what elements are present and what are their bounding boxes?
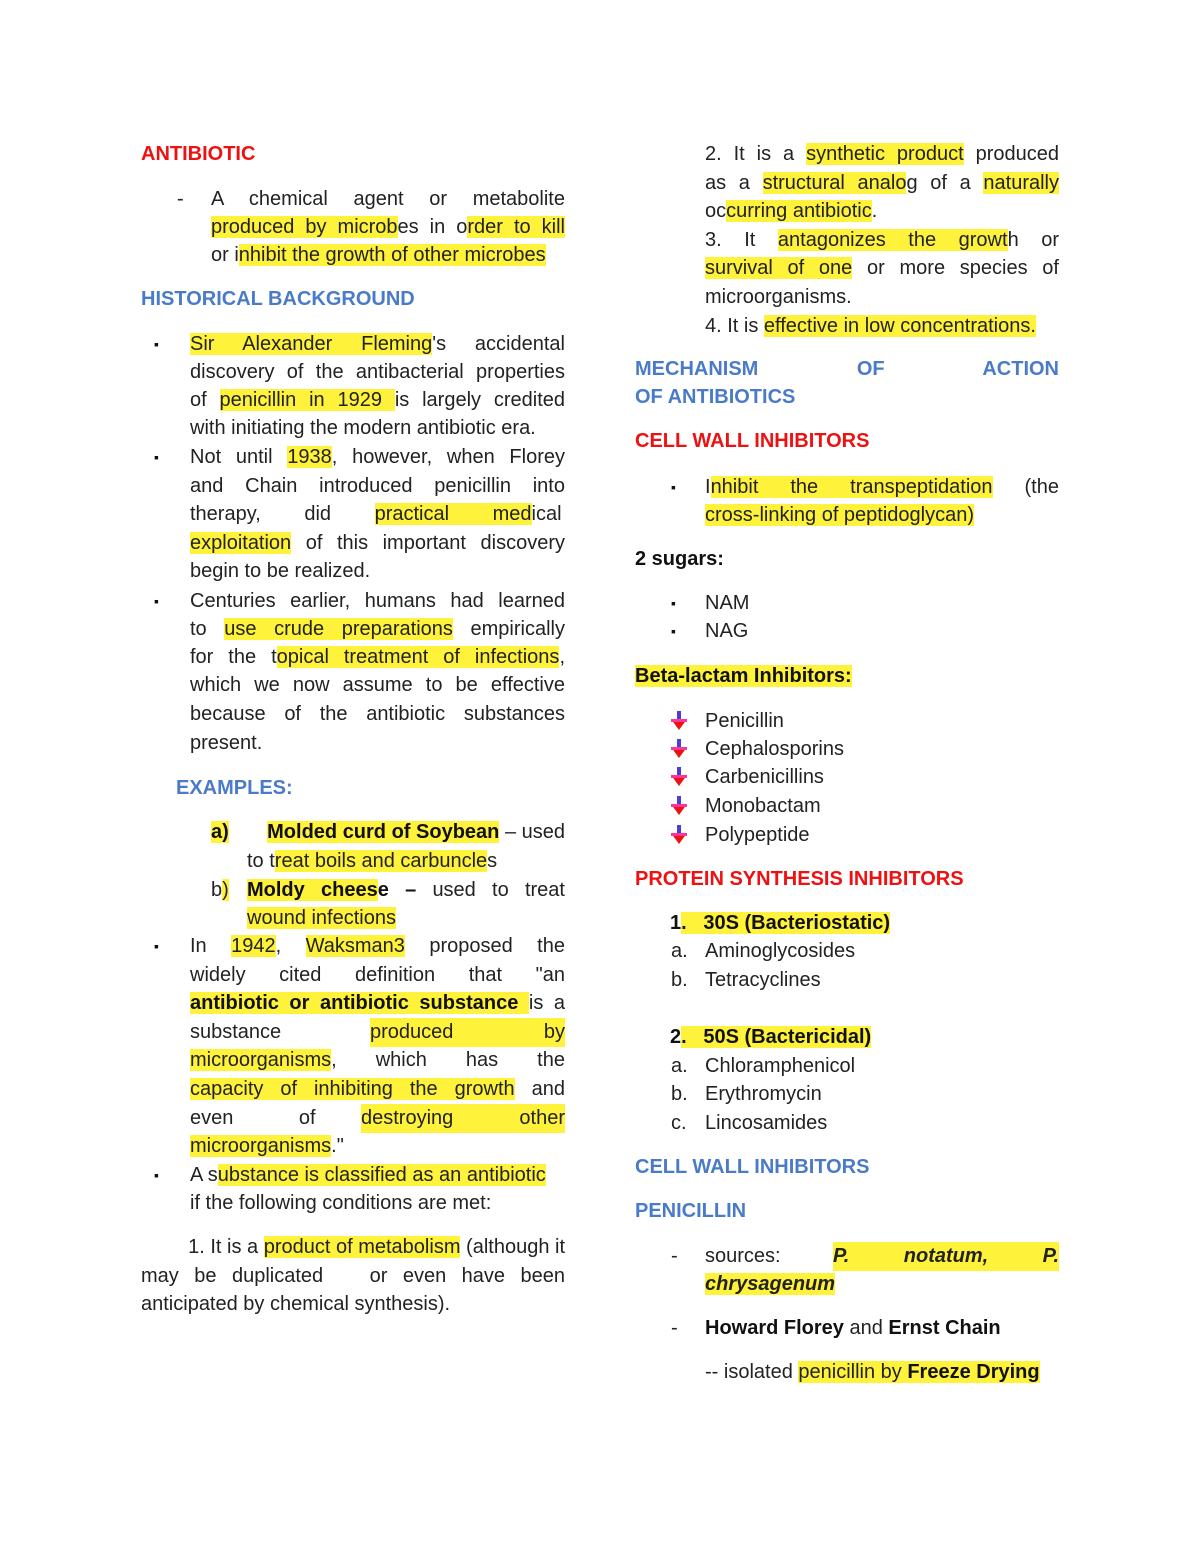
cell-wall-inhibitors-heading-2: CELL WALL INHIBITORS	[635, 1156, 870, 1178]
list-item: Lincosamides	[705, 1112, 828, 1134]
list-marker: a.	[671, 940, 688, 962]
dash-bullet: -	[671, 1245, 678, 1267]
list-marker: b.	[671, 969, 688, 991]
beta-item: Polypeptide	[705, 824, 810, 846]
ribosome-30s-heading: 1. 30S (Bacteriostatic)	[670, 912, 891, 934]
pointer-arrow-icon	[669, 824, 689, 846]
penicillin-heading: PENICILLIN	[635, 1200, 747, 1222]
beta-lactam-heading: Beta-lactam Inhibitors:	[635, 665, 852, 687]
square-bullet-icon: ▪	[671, 479, 676, 495]
pointer-arrow-icon	[669, 766, 689, 788]
florey-chain-line: Howard Florey and Ernst Chain	[705, 1317, 1001, 1339]
list-item: Aminoglycosides	[705, 940, 856, 962]
sugar-item-nag: NAG	[705, 620, 749, 642]
historical-background-heading: HISTORICAL BACKGROUND	[141, 288, 415, 310]
square-bullet-icon: ▪	[154, 1167, 159, 1183]
dash-bullet: -	[177, 188, 184, 210]
dash-bullet: -	[671, 1317, 678, 1339]
pointer-arrow-icon	[669, 738, 689, 760]
square-bullet-icon: ▪	[154, 336, 159, 352]
two-sugars-heading: 2 sugars:	[635, 548, 724, 570]
square-bullet-icon: ▪	[671, 623, 676, 639]
list-marker: a.	[671, 1055, 688, 1077]
square-bullet-icon: ▪	[154, 449, 159, 465]
list-item: Tetracyclines	[705, 969, 821, 991]
antibiotic-heading: ANTIBIOTIC	[141, 143, 256, 165]
list-item: Chloramphenicol	[705, 1055, 856, 1077]
list-marker: b.	[671, 1083, 688, 1105]
cell-wall-inhibitors-heading: CELL WALL INHIBITORS	[635, 430, 870, 452]
square-bullet-icon: ▪	[154, 593, 159, 609]
beta-item: Penicillin	[705, 710, 784, 732]
sugar-item-nam: NAM	[705, 592, 750, 614]
beta-item: Cephalosporins	[705, 738, 844, 760]
list-item: Erythromycin	[705, 1083, 822, 1105]
protein-synthesis-heading: PROTEIN SYNTHESIS INHIBITORS	[635, 868, 964, 890]
list-marker: c.	[671, 1112, 687, 1134]
pointer-arrow-icon	[669, 710, 689, 732]
ribosome-50s-heading: 2. 50S (Bactericidal)	[670, 1026, 872, 1048]
freeze-drying-line: -- isolated penicillin by Freeze Drying	[705, 1361, 1040, 1383]
examples-heading: EXAMPLES:	[176, 777, 293, 799]
condition-4: 4. It is effective in low concentrations.	[705, 315, 1036, 337]
beta-item: Carbenicillins	[705, 766, 824, 788]
square-bullet-icon: ▪	[154, 938, 159, 954]
pointer-arrow-icon	[669, 795, 689, 817]
beta-item: Monobactam	[705, 795, 821, 817]
square-bullet-icon: ▪	[671, 595, 676, 611]
